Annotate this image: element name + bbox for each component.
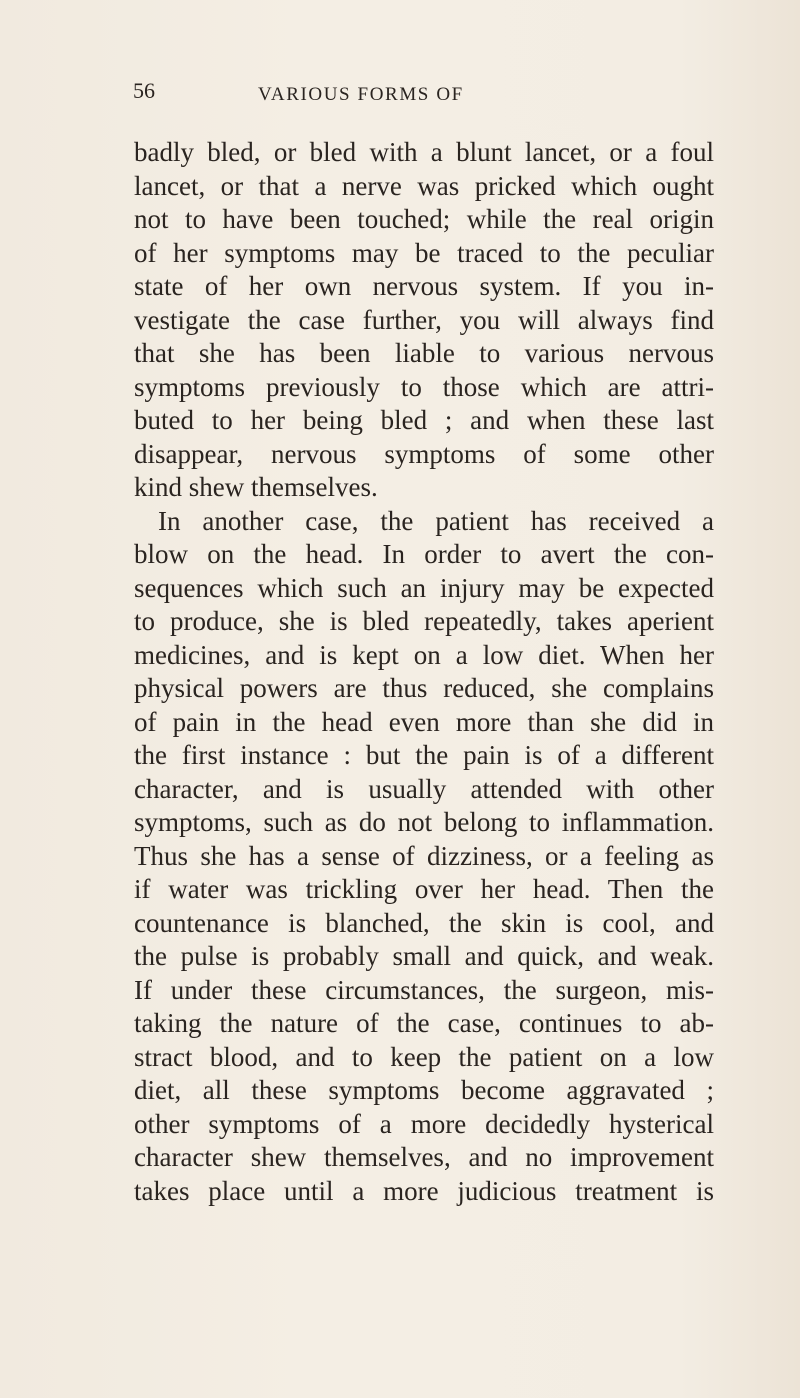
text-line: kind shew themselves. bbox=[134, 472, 378, 502]
text-line: state of her own nervous system. If you in- bbox=[134, 271, 714, 301]
text-line: of pain in the head even more than she did in bbox=[134, 706, 714, 737]
text-line: takes place until a more judicious treatment is bbox=[134, 1175, 714, 1206]
text-line: If under these circumstances, the surgeon, mis- bbox=[134, 974, 714, 1005]
text-line: not to have been touched; while the real origin bbox=[134, 204, 714, 234]
body-text bbox=[134, 136, 714, 1208]
text-line: vestigate the case further, you will always find bbox=[134, 304, 714, 335]
page-header bbox=[0, 78, 800, 118]
text-line: buted to her being bled ; and when these last bbox=[134, 405, 714, 435]
text-line: character shew themselves, and no improvement bbox=[134, 1142, 714, 1172]
text-line: that she has been liable to various nervous bbox=[134, 338, 714, 368]
text-line: diet, all these symptoms become aggravated ; bbox=[134, 1075, 714, 1105]
text-line: disappear, nervous symptoms of some other bbox=[134, 438, 714, 469]
text-line: taking the nature of the case, continues to ab- bbox=[134, 1008, 714, 1038]
text-line: sequences which such an injury may be expected bbox=[134, 572, 714, 603]
text-line: stract blood, and to keep the patient on a low bbox=[134, 1041, 714, 1072]
text-line: medicines, and is kept on a low diet. When her bbox=[134, 639, 714, 670]
page-number: 56 bbox=[133, 78, 155, 103]
text-line: the pulse is probably small and quick, and weak. bbox=[134, 941, 714, 971]
text-line: the first instance : but the pain is of a different bbox=[134, 740, 714, 770]
text-line: of her symptoms may be traced to the peculiar bbox=[134, 237, 714, 268]
text-line: blow on the head. In order to avert the con- bbox=[134, 539, 714, 569]
text-line: countenance is blanched, the skin is cool, and bbox=[134, 907, 714, 938]
text-line: physical powers are thus reduced, she complains bbox=[134, 673, 714, 703]
text-line: In another case, the patient has received a bbox=[158, 505, 714, 536]
text-line: other symptoms of a more decidedly hysterical bbox=[134, 1108, 714, 1139]
text-line: to produce, she is bled repeatedly, takes aperient bbox=[134, 606, 714, 636]
text-line: symptoms, such as do not belong to inflammation. bbox=[134, 807, 714, 837]
text-line: Thus she has a sense of dizziness, or a feeling as bbox=[134, 840, 714, 871]
text-line: lancet, or that a nerve was pricked which ought bbox=[134, 170, 714, 201]
text-line: character, and is usually attended with other bbox=[134, 773, 714, 804]
text-line: symptoms previously to those which are attri- bbox=[134, 371, 714, 402]
text-line: if water was trickling over her head. Then the bbox=[134, 874, 714, 904]
text-line: badly bled, or bled with a blunt lancet, or a foul bbox=[134, 137, 714, 167]
running-head: VARIOUS FORMS OF bbox=[258, 84, 464, 105]
